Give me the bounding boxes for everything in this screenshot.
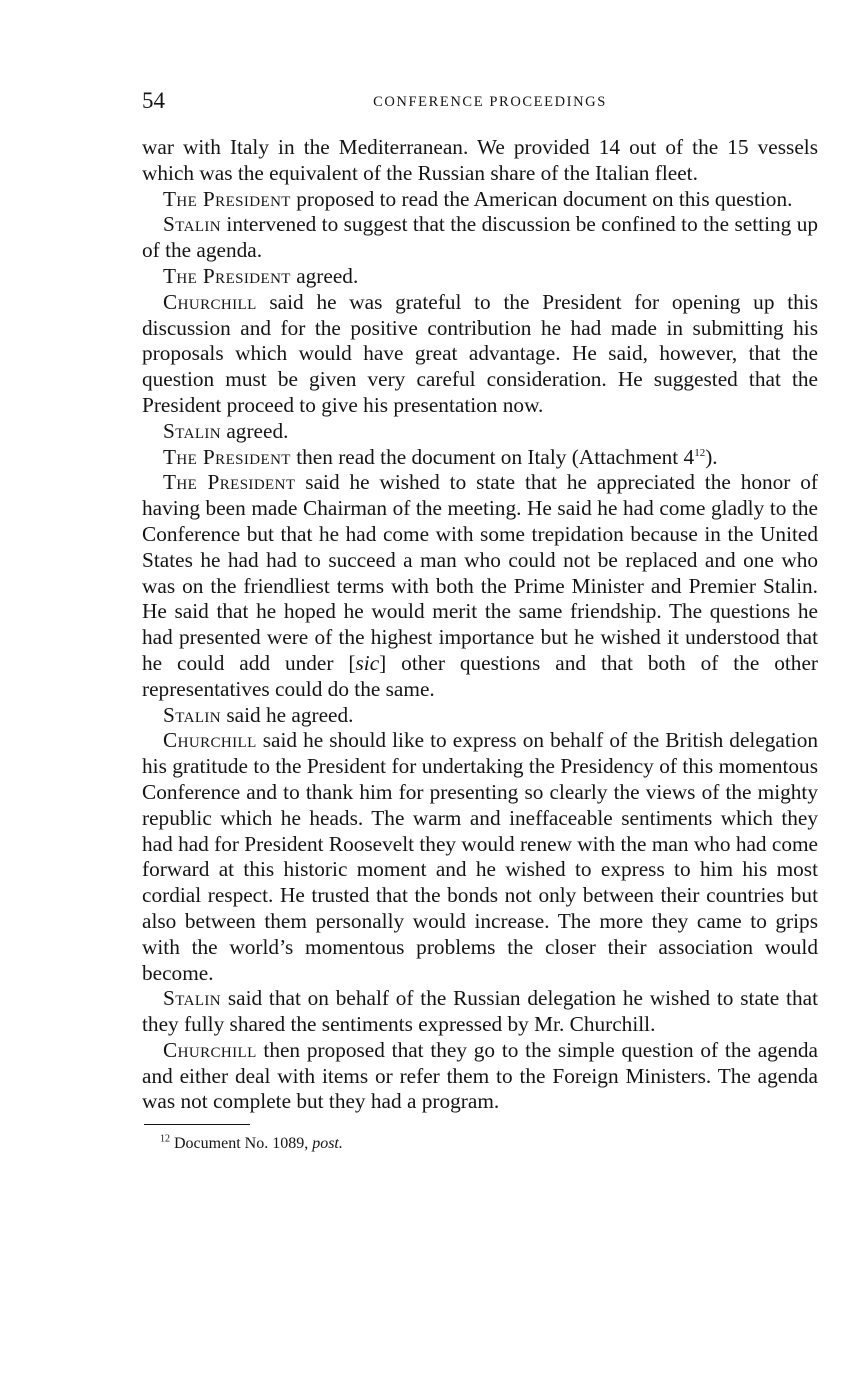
speaker-name: The President — [163, 263, 291, 288]
speaker-name: Churchill — [163, 289, 257, 314]
body-text — [142, 135, 818, 1115]
speaker-name: The President — [163, 186, 291, 211]
paragraph — [142, 264, 818, 290]
paragraph — [142, 1038, 818, 1115]
footnote-text: Document No. 1089, — [170, 1135, 313, 1153]
paragraph — [142, 290, 818, 419]
footnote-divider — [144, 1124, 250, 1125]
paragraph — [142, 135, 818, 187]
paragraph-text: ] other questions and that both of the other representatives could do the same. — [142, 650, 818, 701]
paragraph — [142, 445, 818, 471]
document-page — [142, 86, 818, 1154]
footnote-marker: 12 — [160, 1133, 170, 1145]
paragraph-text: said he agreed. — [221, 702, 354, 727]
paragraph — [142, 212, 818, 264]
paragraph-text: then read the document on Italy (Attachment 4 — [290, 444, 695, 469]
paragraph — [142, 470, 818, 702]
paragraph-text: ). — [705, 444, 718, 469]
speaker-name: Churchill — [163, 1037, 257, 1062]
page-header — [142, 86, 818, 118]
speaker-name: Stalin — [163, 418, 222, 443]
paragraph-text: agreed. — [290, 263, 359, 288]
paragraph — [142, 728, 818, 986]
paragraph — [142, 419, 818, 445]
footnote-reference[interactable]: 12 — [694, 446, 706, 459]
paragraph-text: said that on behalf of the Russian delegation he wished to state that they fully shared the sentiments expressed by Mr. Churchill. — [142, 986, 818, 1037]
footnote — [142, 1134, 818, 1154]
paragraph — [142, 187, 818, 213]
speaker-name: Stalin — [163, 212, 222, 237]
page-number: 54 — [142, 88, 165, 113]
paragraph — [142, 986, 818, 1038]
paragraph-text: agreed. — [221, 418, 289, 443]
speaker-name: The President — [163, 470, 296, 495]
paragraph-text: war with Italy in the Mediterranean. We provided 14 out of the 15 vessels which was the equivalent of the Russian share of the Italian fleet. — [142, 135, 818, 185]
paragraph-text: said he was grateful to the President for opening up this discussion and for the positive contribution he had made in submitting his proposals which would have great advantage. He said, however, that the question must be given very careful consideration. He suggested that the President proceed to give his presentation now. — [142, 289, 818, 417]
paragraph-text: then proposed that they go to the simple question of the agenda and either deal with items or refer them to the Foreign Ministers. The agenda was not complete but they had a program. — [142, 1037, 818, 1114]
paragraph-text: proposed to read the American document on this question. — [290, 186, 793, 211]
paragraph-text: said he should like to express on behalf of the British delegation his gratitude to the President for undertaking the Presidency of this momentous Conference and to thank him for presenting so clearly the views of the mighty republic which he heads. The warm and ineffaceable sentiments which they had had for President Roosevelt they would renew with the man who had come forward at this historic moment and he wished to express to him his most cordial respect. He trusted that the bonds not only between their countries but also between them personally would increase. The more they came to grips with the world’s momentous problems the closer their association would become. — [142, 728, 819, 985]
speaker-name: Churchill — [163, 728, 257, 753]
paragraph — [142, 703, 818, 729]
sic-note: sic — [355, 650, 380, 675]
paragraph-text: said he wished to state that he appreciated the honor of having been made Chairman of the meeting. He said he had come gladly to the Conference but that he had come with some trepidation because in the United States he had had to succeed a man who could not be replaced and one who was on the friendliest terms with both the Prime Minister and Premier Stalin. He said that he hoped he would merit the same friendship. The questions he had presented were of the highest importance but he wished it understood that he could add under [ — [142, 470, 818, 675]
speaker-name: The President — [163, 444, 291, 469]
running-head: CONFERENCE PROCEEDINGS — [373, 94, 607, 110]
paragraph-text: intervened to suggest that the discussion be confined to the setting up of the agenda. — [142, 212, 818, 263]
speaker-name: Stalin — [163, 702, 222, 727]
speaker-name: Stalin — [163, 986, 222, 1011]
footnote-ref: post. — [312, 1135, 343, 1153]
